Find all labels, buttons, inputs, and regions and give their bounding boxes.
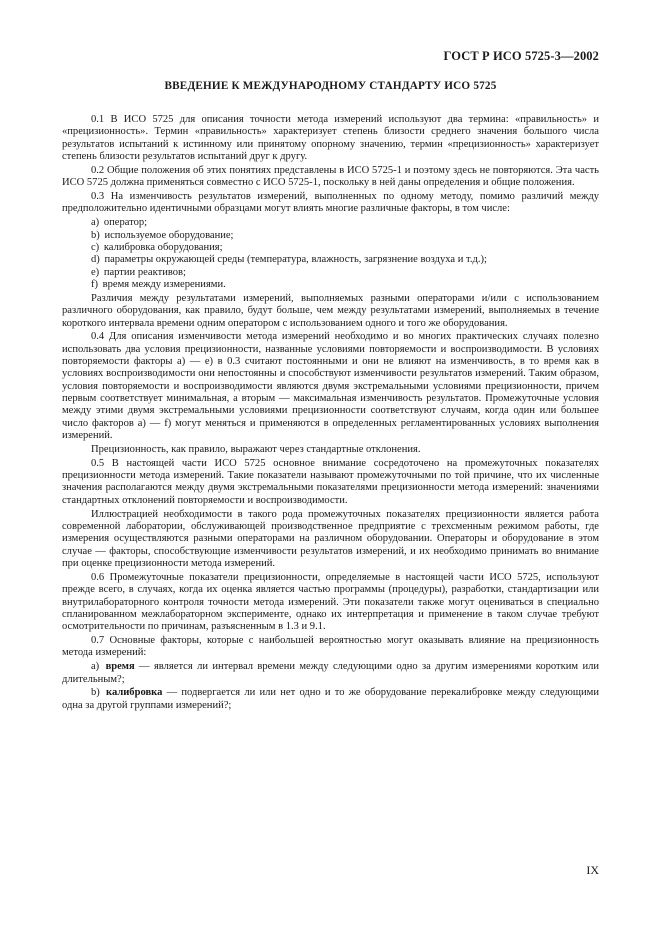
paragraph-0-2: 0.2 Общие положения об этих понятиях представлены в ИСО 5725-1 и поэтому здесь не повторяются. Эта часть ИСО 5725 должна применяться совместно с ИСО 5725-1, поскольку в ней даны определения и общие положения.: [62, 164, 599, 189]
list-item: [62, 217, 599, 229]
term-calibration: калибровка: [106, 687, 163, 699]
factor-list: [62, 217, 599, 291]
list-label: e): [91, 266, 100, 278]
document-code: ГОСТ Р ИСО 5725-3—2002: [443, 49, 599, 63]
list-label: a): [91, 217, 100, 229]
term-time: время: [105, 661, 135, 673]
paragraph-0-3b: Различия между результатами измерений, выполняемых разными операторами и/или с использованием различного оборудования, как правило, будут больше, чем между результатами измерений, выполняемых в течение короткого интервала времени одним оператором с использованием одного и того же оборудования.: [62, 292, 599, 329]
list-item: [62, 242, 599, 254]
list-text: время между измерениями.: [102, 278, 226, 290]
list-label: b): [91, 229, 100, 241]
paragraph-0-5: 0.5 В настоящей части ИСО 5725 основное внимание сосредоточено на промежуточных показателях прецизионности метода измерений. Такие показатели называют промежуточными по той причине, что их численные значения располагаются между двумя экстремальными показателями прецизионности метода измерений: значениями стандартных отклонений повторяемости и воспроизводимости.: [62, 457, 599, 506]
list-item: [62, 230, 599, 242]
list-label: а): [91, 661, 100, 673]
paragraph-0-7: 0.7 Основные факторы, которые с наибольшей вероятностью могут оказывать влияние на прецизионность метода измерений:: [62, 635, 599, 659]
list-text: калибровка оборудования;: [103, 241, 223, 253]
paragraph-0-3: 0.3 На изменчивость результатов измерений, выполненных по одному методу, помимо различий между предположительно идентичными образцами могут влиять многие различные факторы, в том числе:: [62, 191, 599, 215]
page-title: ВВЕДЕНИЕ К МЕЖДУНАРОДНОМУ СТАНДАРТУ ИСО 5725: [164, 80, 497, 92]
list-label: b): [91, 687, 100, 699]
list-item-time: [62, 661, 599, 686]
list-item: [62, 279, 599, 291]
list-label: d): [91, 254, 100, 266]
paragraph-0-6: 0.6 Промежуточные показатели прецизионности, определяемые в настоящей части ИСО 5725, используют прежде всего, в случаях, когда их оценка является частью программы (процедуры), разработки, стандартизации или внутрилабораторного контроля точности метода измерений. Эти показатели также могут оцениваться в специально спланированном межлабораторном эксперименте, однако их интерпретация и применение в таком случае требуют осмотрительности по причинам, разъясненным в 1.3 и 9.1.: [62, 571, 599, 633]
paragraph-0-4b: Прецизионность, как правило, выражают через стандартные отклонения.: [91, 443, 421, 455]
list-label: f): [91, 278, 99, 290]
document-body: [62, 114, 599, 714]
list-text: используемое оборудование;: [104, 229, 234, 241]
list-text: партии реактивов;: [103, 266, 186, 278]
list-text: — является ли интервал времени между следующими одно за другим измерениями коротким или длительным?;: [62, 661, 599, 685]
paragraph-0-5b: Иллюстрацией необходимости в такого рода промежуточных показателях прецизионности является работа современной лаборатории, обслуживающей производственное предприятие с трехсменным режимом работы, где измерения осуществляются разными операторами на различном оборудовании. Операторы и оборудование в этом случае — факторы, способствующие изменчивости результатов измерений, и их необходимо принимать во внимание при оценке прецизионности метода измерений.: [62, 508, 599, 570]
page-number: IX: [586, 863, 599, 877]
list-label: c): [91, 241, 100, 253]
paragraph-0-4: 0.4 Для описания изменчивости метода измерений необходимо и во многих практических случаях полезно использовать два условия прецизионности, названные условиями повторяемости и воспроизводимости. В условиях повторяемости факторы а) — е) в 0.3 считают постоянными и они не влияют на изменчивость, в то время как в условиях воспроизводимости они непостоянны и способствуют изменчивости результатов измерений. Таким образом, условия повторяемости и воспроизводимости являются двумя экстремальными условиями прецизионности, причем первым соответствует минимальная, а вторым — максимальная изменчивость результатов. Промежуточные условия между этими двумя экстремальными условиями прецизионности соответствуют случаям, когда один или большее число факторов а) — f) могут меняться и применяются в определенных регламентированных условиях выполнения измерений.: [62, 331, 599, 442]
list-item-calibration: [62, 687, 599, 712]
list-item: [62, 267, 599, 279]
paragraph-0-1: 0.1 В ИСО 5725 для описания точности метода измерений используют два термина: «правильность» и «прецизионность». Термин «правильность» характеризует степень близости среднего значения большого числа результатов испытаний к истинному или принятому опорному значению, термин «прецизионность» характеризует степень близости результатов испытаний друг к другу.: [62, 114, 599, 163]
list-text: параметры окружающей среды (температура, влажность, загрязнение воздуха и т.д.);: [104, 254, 487, 266]
list-item: [62, 254, 599, 266]
list-text: — подвергается ли или нет одно и то же оборудование перекалибровке между следующими одна за другой группами измерений?;: [62, 687, 599, 711]
list-text: оператор;: [103, 217, 148, 229]
